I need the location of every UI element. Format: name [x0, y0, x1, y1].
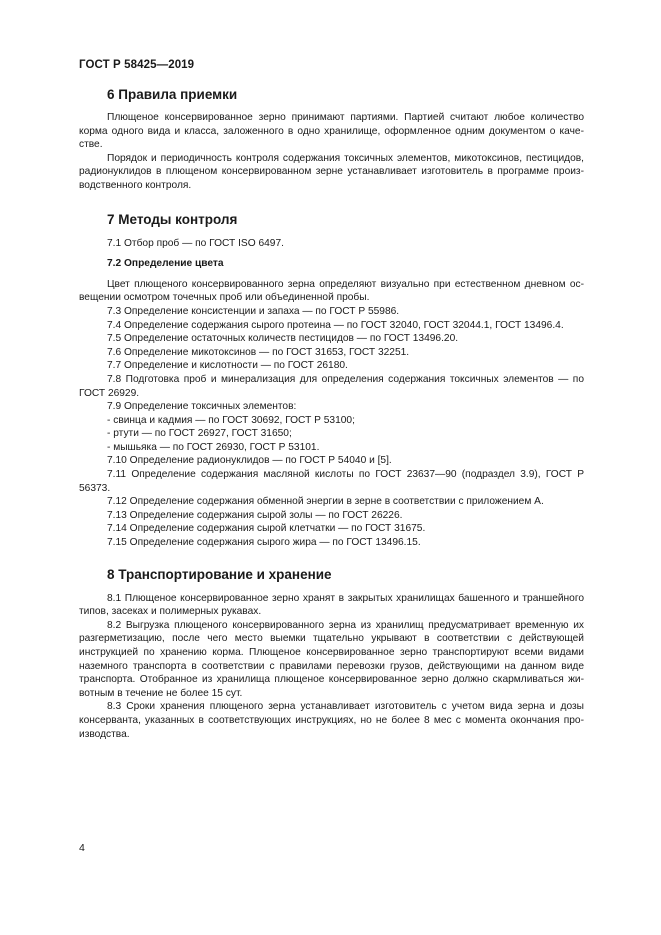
paragraph-8-1: 8.1 Плющеное консервированное зерно хранят в закрытых хранилищах башенного и траншейного типов, засеках и полимерных рукавах.	[79, 592, 584, 618]
paragraph-8-2: 8.2 Выгрузка плющеного консервированного зерна из хранилищ предусматривает временную их разгерметизацию, после чего место выемки тщательно укрывают в соответствии с действующей инструкцией по хранению корма. Плющеное консервированное зерно транспортируют всеми видами наземного транспорта в соответствии с правилами перевозки грузов, действующими на данном виде транспорта. Отобранное из хранилища плющеное консервированное зерно должно скармливаться животным в течение не более 15 сут.	[79, 619, 584, 699]
item-7-9-mercury: - ртути — по ГОСТ 26927, ГОСТ 31650;	[107, 428, 292, 440]
document-body	[79, 86, 584, 741]
item-7-13: 7.13 Определение содержания сырой золы — по ГОСТ 26226.	[107, 509, 403, 521]
paragraph-7-11: 7.11 Определение содержания масляной кислоты по ГОСТ 23637—90 (подраздел 3.9), ГОСТ Р 56373.	[79, 469, 584, 494]
item-7-14: 7.14 Определение содержания сырой клетчатки — по ГОСТ 31675.	[107, 523, 426, 535]
section-6-title: 6 Правила приемки	[107, 87, 238, 102]
document-code-header: ГОСТ Р 58425—2019	[79, 59, 195, 71]
section-6-paragraph-1: Плющеное консервированное зерно принимают партиями. Партией считают любое количество корма одного вида и класса, заложенного в одно хранилище, оформленное одним документом о качестве.	[79, 112, 584, 151]
item-7-7: 7.7 Определение и кислотности — по ГОСТ 26180.	[107, 360, 348, 372]
item-7-9-arsenic: - мышьяка — по ГОСТ 26930, ГОСТ Р 53101.	[107, 441, 320, 453]
paragraph-7-2: Цвет плющеного консервированного зерна определяют визуально при естественном дневном освещении осмотром точечных проб или объединенной пробы.	[79, 278, 584, 304]
paragraph-8-3: 8.3 Сроки хранения плющеного зерна устанавливает изготовитель с учетом вида зерна и дозы консерванта, указанных в соответствующих инструкциях, но не более 8 мес с момента окончания производства.	[79, 701, 584, 740]
section-8-title: 8 Транспортирование и хранение	[107, 566, 332, 582]
item-7-3: 7.3 Определение консистенции и запаха — по ГОСТ Р 55986.	[107, 305, 400, 317]
item-7-4: 7.4 Определение содержания сырого протеина — по ГОСТ 32040, ГОСТ 32044.1, ГОСТ 13496.4.	[107, 319, 564, 331]
item-7-9-lead-cadmium: - свинца и кадмия — по ГОСТ 30692, ГОСТ Р 53100;	[107, 414, 355, 426]
section-6-paragraph-2: Порядок и периодичность контроля содержания токсичных элементов, микотоксинов, пестицидов, радионуклидов в плющеном консервированном зерне устанавливает изготовитель в программе производственного контроля.	[79, 152, 584, 191]
item-7-5: 7.5 Определение остаточных количеств пестицидов — по ГОСТ 13496.20.	[107, 333, 459, 345]
item-7-9: 7.9 Определение токсичных элементов:	[107, 401, 297, 413]
item-7-6: 7.6 Определение микотоксинов — по ГОСТ 31653, ГОСТ 32251.	[107, 346, 410, 358]
item-7-15: 7.15 Определение содержания сырого жира — по ГОСТ 13496.15.	[107, 537, 421, 549]
section-7-title: 7 Методы контроля	[107, 211, 238, 227]
paragraph-7-8: 7.8 Подготовка проб и минерализация для определения содержания токсичных элементов — по ГОСТ 26929.	[79, 373, 584, 399]
subhead-7-2: 7.2 Определение цвета	[107, 258, 224, 270]
item-7-12: 7.12 Определение содержания обменной энергии в зерне в соответствии с приложением А.	[107, 496, 544, 508]
item-7-10: 7.10 Определение радионуклидов — по ГОСТ Р 54040 и [5].	[107, 455, 392, 467]
page-number: 4	[79, 842, 85, 854]
item-7-1: 7.1 Отбор проб — по ГОСТ ISO 6497.	[107, 237, 284, 249]
